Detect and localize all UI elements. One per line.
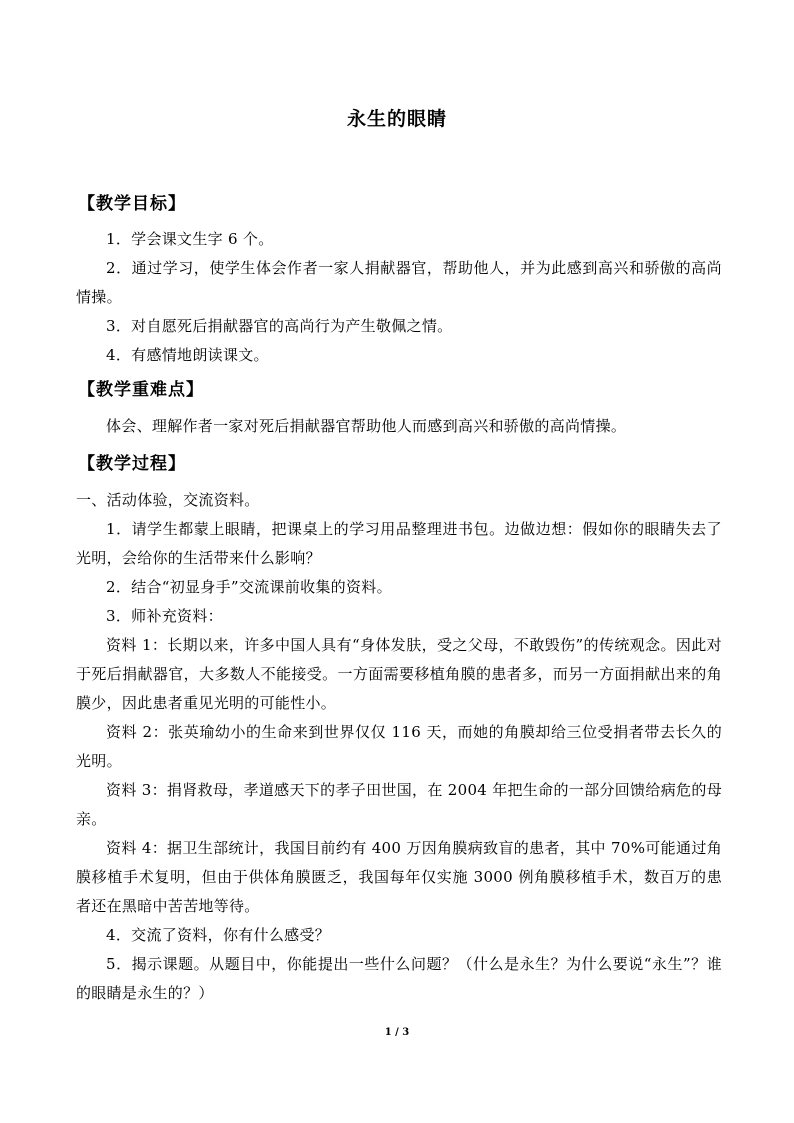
process-item-2: 2．结合“初显身手”交流课前收集的资料。 bbox=[106, 578, 392, 596]
heading-teaching-process: 【教学过程】 bbox=[78, 454, 186, 474]
goal-item-4: 4．有感情地朗读课文。 bbox=[106, 346, 269, 364]
material-2: 资料 2：张英瑜幼小的生命来到世界仅仅 116 天，而她的角膜却给三位受捐者带去长久的光明。 bbox=[76, 723, 722, 770]
heading-key-points: 【教学重难点】 bbox=[78, 380, 204, 400]
heading-teaching-goals: 【教学目标】 bbox=[78, 194, 186, 214]
material-1: 资料 1：长期以来，许多中国人具有“身体发肤，受之父母，不敢毁伤”的传统观念。因此对于死后捐献器官，大多数人不能接受。一方面需要移植角膜的患者多，而另一方面捐献出来的角膜少，因此患者重见光明的可能性小。 bbox=[76, 636, 722, 712]
goal-item-3: 3．对自愿死后捐献器官的高尚行为产生敬佩之情。 bbox=[106, 317, 453, 335]
material-4: 资料 4：据卫生部统计，我国目前约有 400 万因角膜病致盲的患者，其中 70%可能通过角膜移植手术复明，但由于供体角膜匮乏，我国每年仅实施 3000 例角膜移植手术，数百万的患者还在黑暗中苦苦地等待。 bbox=[76, 839, 722, 915]
key-points-text: 体会、理解作者一家对死后捐献器官帮助他人而感到高兴和骄傲的高尚情操。 bbox=[106, 417, 627, 435]
process-step-1-heading: 一、活动体验，交流资料。 bbox=[76, 491, 260, 509]
page-number: 1 / 3 bbox=[384, 1027, 410, 1038]
material-3: 资料 3：捐肾救母，孝道感天下的孝子田世国，在 2004 年把生命的一部分回馈给病危的母亲。 bbox=[76, 781, 722, 828]
process-item-5: 5．揭示课题。从题目中，你能提出一些什么问题？（什么是永生？为什么要说“永生”？谁的眼睛是永生的？） bbox=[76, 955, 722, 1002]
document-title: 永生的眼睛 bbox=[346, 108, 447, 130]
process-item-4: 4．交流了资料，你有什么感受？ bbox=[106, 926, 331, 944]
process-item-1: 1．请学生都蒙上眼睛，把课桌上的学习用品整理进书包。边做边想：假如你的眼睛失去了光明，会给你的生活带来什么影响？ bbox=[76, 520, 722, 567]
goal-item-1: 1．学会课文生字 6 个。 bbox=[106, 230, 274, 248]
process-item-3: 3．师补充资料： bbox=[106, 607, 223, 625]
goal-item-2: 2．通过学习，使学生体会作者一家人捐献器官，帮助他人，并为此感到高兴和骄傲的高尚情操。 bbox=[76, 259, 722, 306]
